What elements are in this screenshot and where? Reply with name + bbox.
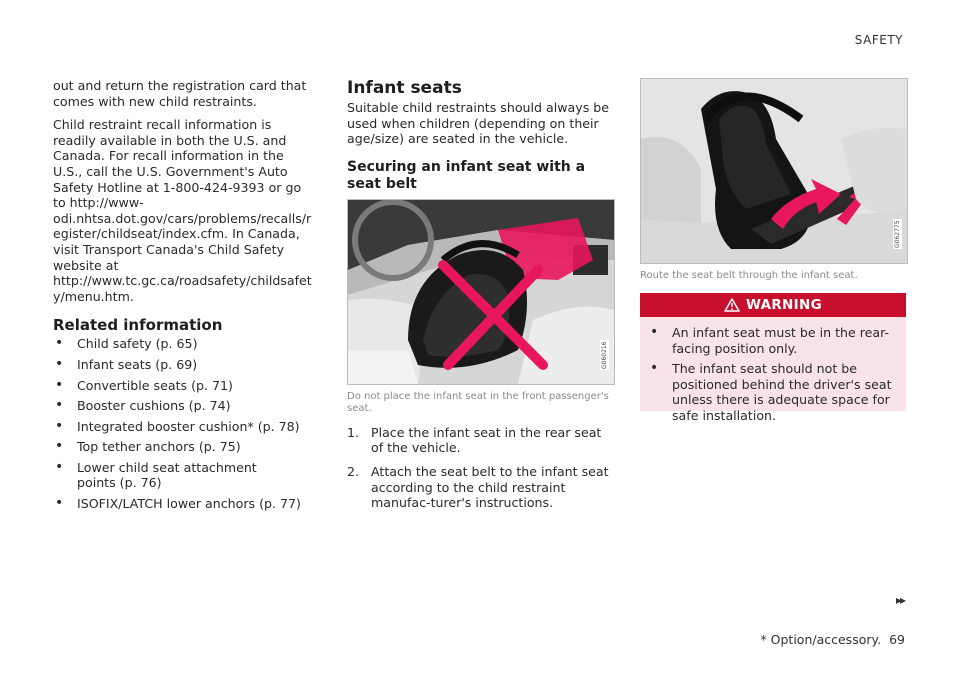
page-number: 69 xyxy=(889,632,905,647)
intro-paragraph: Suitable child restraints should always be used when children (depending on their age/size) are seated in the vehicle. xyxy=(347,100,610,147)
figure-id: G062775 xyxy=(894,220,901,248)
figure-caption: Do not place the infant seat in the front passenger's seat. xyxy=(347,390,609,414)
list-item: 1. Place the infant seat in the rear seat of the vehicle. xyxy=(347,424,602,456)
warning-header xyxy=(640,293,906,317)
list-item: • The infant seat should not be positioned behind the driver's seat unless there is adequate space for safe installation. xyxy=(648,361,896,423)
continue-arrows-icon: ▸▸ xyxy=(895,593,904,607)
subsection-title: Securing an infant seat with a seat belt xyxy=(347,158,586,192)
list-item[interactable]: • ISOFIX/LATCH lower anchors (p. 77) xyxy=(53,496,315,512)
column-right xyxy=(640,78,906,292)
figure-caption: Route the seat belt through the infant seat. xyxy=(640,270,858,281)
list-item[interactable]: • Lower child seat attachment points (p. 76) xyxy=(53,460,315,491)
list-item: 2. Attach the seat belt to the infant seat according to the child restraint manufac-turer's instructions. xyxy=(347,463,609,511)
figure-id: G060216 xyxy=(601,341,608,369)
footnote: * Option/accessory. xyxy=(760,632,882,647)
warning-box xyxy=(640,293,906,423)
warning-triangle-icon xyxy=(724,298,740,312)
warning-title: WARNING xyxy=(746,297,822,313)
paragraph-recall-info: Child restraint recall information is readily available in both the U.S. and Canada. For recall information in the U.S., call the U.S. Government's Auto Safety Hotline at 1-800-424-9393 or go to http://www-odi.nhtsa.dot.gov/cars/problems/recalls/register/childseat/index.cfm. In Canada, visit Transport Canada's Child Safety website at http://www.tc.gc.ca/roadsafety/childsafety/menu.htm. xyxy=(53,117,312,304)
figure-rear-seat xyxy=(640,78,908,264)
steps-list xyxy=(347,425,615,511)
list-item[interactable]: • Booster cushions (p. 74) xyxy=(53,398,315,414)
related-info-list xyxy=(53,336,315,511)
front-seat-illustration xyxy=(348,200,614,384)
list-item[interactable]: • Infant seats (p. 69) xyxy=(53,357,315,373)
list-item[interactable]: • Integrated booster cushion* (p. 78) xyxy=(53,419,315,435)
figure-front-seat xyxy=(347,199,615,385)
section-title: Infant seats xyxy=(347,78,462,98)
list-item[interactable]: • Child safety (p. 65) xyxy=(53,336,315,352)
rear-seat-illustration xyxy=(641,79,907,263)
page-footer xyxy=(760,632,905,647)
list-item: • An infant seat must be in the rear-facing position only. xyxy=(648,325,896,356)
warning-list xyxy=(640,317,906,424)
section-header: SAFETY xyxy=(854,33,903,47)
column-left xyxy=(53,78,315,517)
column-middle xyxy=(347,78,615,519)
paragraph-registration: out and return the registration card that comes with new child restraints. xyxy=(53,78,307,109)
list-item[interactable]: • Convertible seats (p. 71) xyxy=(53,378,315,394)
related-info-heading: Related information xyxy=(53,316,223,335)
list-item[interactable]: • Top tether anchors (p. 75) xyxy=(53,439,315,455)
